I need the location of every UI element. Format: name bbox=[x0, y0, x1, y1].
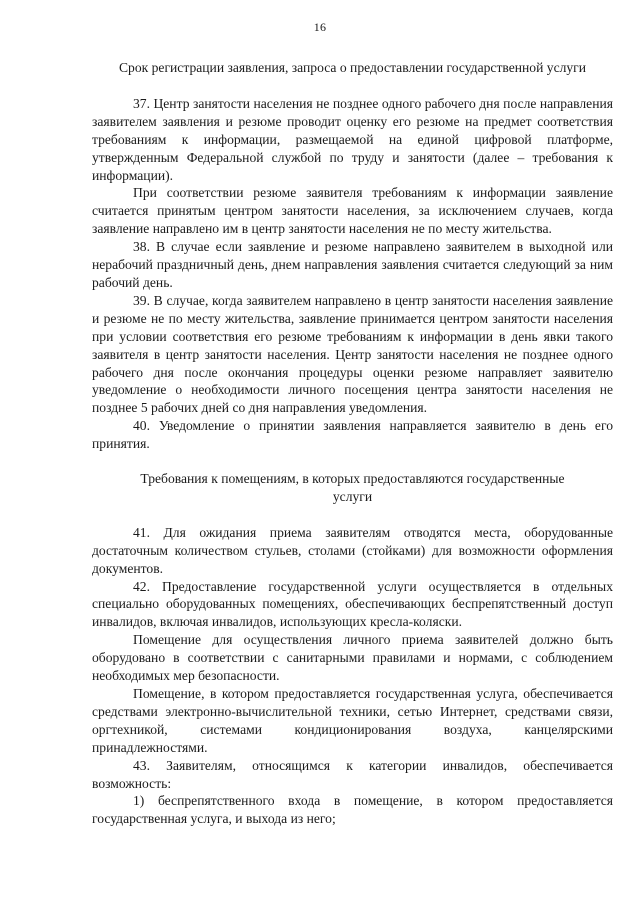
paragraph-42: 42. Предоставление государственной услуги осуществляется в отдельных специально оборудованных помещениях, обеспечивающих беспрепятственный доступ инвалидов, включая инвалидов, использующих кресла-коляски. bbox=[92, 578, 613, 630]
paragraph-38: 38. В случае если заявление и резюме направлено заявителем в выходной или нерабочий праздничный день, днем направления заявления считается следующий за ним рабочий день. bbox=[92, 239, 613, 290]
paragraph-40: 40. Уведомление о принятии заявления направляется заявителю в день его принятия. bbox=[92, 418, 613, 452]
page-number: 16 bbox=[313, 20, 327, 34]
heading-line-2: услуги bbox=[332, 488, 373, 504]
paragraph-37: 37. Центр занятости населения не позднее одного рабочего дня после направления заявителем заявления и резюме проводит оценку его резюме на предмет соответствия требованиям к информации, размещаемой на единой цифровой платформе, утвержденным Федеральной службой по труду и занятости (далее – требования к информации). bbox=[92, 95, 613, 183]
paragraph-42-equipment: Помещение, в котором предоставляется государственная услуга, обеспечивается средствами электронно-вычислительной техники, сетью Интернет, средствами связи, оргтехникой, системами кондиционирования воздуха, канцелярскими принадлежностями. bbox=[92, 686, 613, 755]
paragraph-42-personal-reception: Помещение для осуществления личного приема заявителей должно быть оборудовано в соответствии с санитарными правилами и нормами, с соблюдением необходимых мер безопасности. bbox=[92, 632, 613, 684]
section-heading-premises-requirements bbox=[92, 470, 613, 506]
section-heading-registration-term: Срок регистрации заявления, запроса о предоставлении государственной услуги bbox=[118, 60, 587, 75]
paragraph-43-item-1: 1) беспрепятственного входа в помещение, в котором предоставляется государственная услуга, и выхода из него; bbox=[92, 793, 613, 827]
page-content bbox=[92, 59, 613, 828]
paragraph-37-continued: При соответствии резюме заявителя требованиям к информации заявление считается принятым центром занятости населения, за исключением случаев, когда заявление направлено им в центр занятости населения не по месту жительства. bbox=[92, 185, 613, 237]
paragraph-43: 43. Заявителям, относящимся к категории инвалидов, обеспечивается возможность: bbox=[92, 757, 613, 791]
heading-line-1: Требования к помещениям, в которых предоставляются государственные bbox=[140, 471, 565, 487]
paragraph-41: 41. Для ожидания приема заявителям отводятся места, оборудованные достаточным количеством стульев, столами (стойками) для возможности оформления документов. bbox=[92, 524, 613, 576]
paragraph-39: 39. В случае, когда заявителем направлено в центр занятости населения заявление и резюме не по месту жительства, заявление принимается центром занятости населения при условии соответствия его резюме требованиям к информации в день явки такого заявителя в центр занятости населения. Центр занятости населения не позднее одного рабочего дня после окончания процедуры оценки резюме направляет заявителю уведомление о необходимости личного посещения центра занятости населения не позднее 5 рабочих дней со дня направления уведомления. bbox=[92, 292, 613, 416]
